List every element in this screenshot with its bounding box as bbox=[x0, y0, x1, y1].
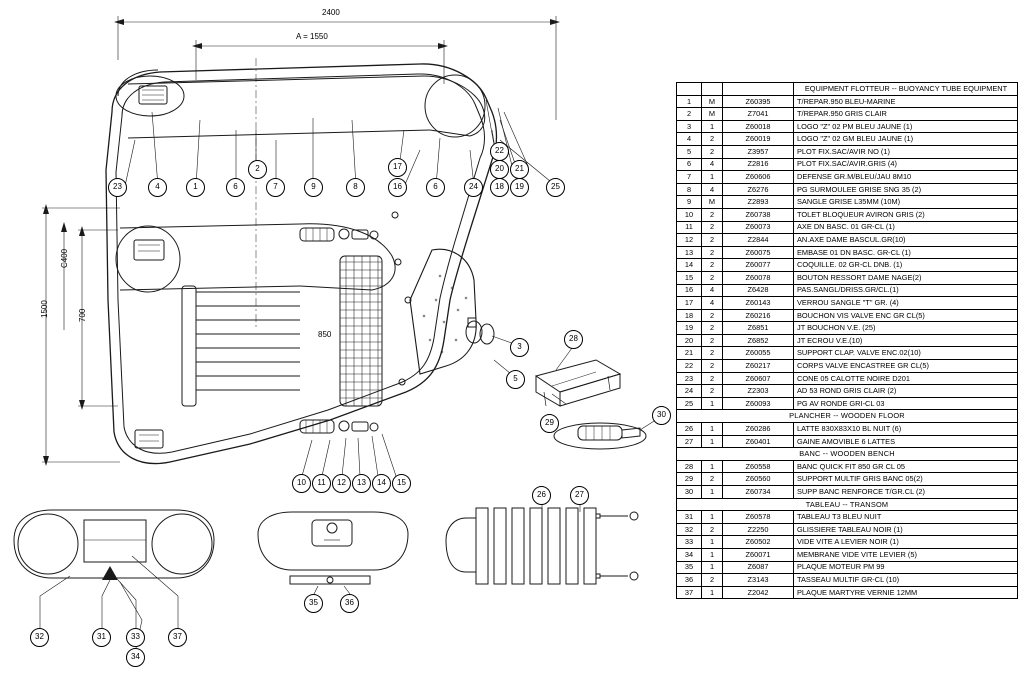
cell-description: T/REPAR.950 GRIS CLAIR bbox=[794, 108, 1018, 121]
cell-description: LATTE 830X83X10 BL NUIT (6) bbox=[794, 423, 1018, 436]
table-row bbox=[677, 271, 1018, 284]
cell-quantity: 1 bbox=[702, 120, 723, 133]
cell-reference: Z2816 bbox=[723, 158, 794, 171]
cell-description: PG SURMOULEE GRISE SNG 35 (2) bbox=[794, 183, 1018, 196]
cell-reference: Z60578 bbox=[723, 511, 794, 524]
cell-quantity: 4 bbox=[702, 158, 723, 171]
cell-quantity: 2 bbox=[702, 221, 723, 234]
balloon-29: 29 bbox=[540, 414, 559, 433]
cell-quantity: 2 bbox=[702, 246, 723, 259]
cell-description: PG AV RONDE GRI-CL 03 bbox=[794, 397, 1018, 410]
balloon-7: 7 bbox=[266, 178, 285, 197]
cell-item-number: 32 bbox=[677, 523, 702, 536]
cell-reference: Z2893 bbox=[723, 196, 794, 209]
cell-description: SUPP BANC RENFORCE T/GR.CL (2) bbox=[794, 486, 1018, 499]
header-title: EQUIPMENT FLOTTEUR -- BUOYANCY TUBE EQUIPMENT bbox=[794, 83, 1018, 96]
table-row bbox=[677, 246, 1018, 259]
cell-item-number: 16 bbox=[677, 284, 702, 297]
cell-item-number: 9 bbox=[677, 196, 702, 209]
cell-quantity: 1 bbox=[702, 536, 723, 549]
balloon-8: 8 bbox=[346, 178, 365, 197]
cell-quantity: M bbox=[702, 196, 723, 209]
table-row bbox=[677, 284, 1018, 297]
table-row bbox=[677, 511, 1018, 524]
cell-description: PAS.SANGL/DRISS.GR/CL.(1) bbox=[794, 284, 1018, 297]
balloon-12: 12 bbox=[332, 474, 351, 493]
cell-item-number: 36 bbox=[677, 574, 702, 587]
cell-quantity: 2 bbox=[702, 360, 723, 373]
cell-item-number: 8 bbox=[677, 183, 702, 196]
table-row bbox=[677, 309, 1018, 322]
header-ref bbox=[723, 83, 794, 96]
table-row bbox=[677, 133, 1018, 146]
table-row bbox=[677, 334, 1018, 347]
cell-reference: Z3957 bbox=[723, 145, 794, 158]
cell-quantity: 4 bbox=[702, 183, 723, 196]
balloon-5: 5 bbox=[506, 370, 525, 389]
cell-description: SANGLE GRISE L35MM (10M) bbox=[794, 196, 1018, 209]
balloon-35: 35 bbox=[304, 594, 323, 613]
cell-quantity: 2 bbox=[702, 145, 723, 158]
cell-reference: Z2303 bbox=[723, 385, 794, 398]
cell-quantity: 2 bbox=[702, 208, 723, 221]
balloon-28: 28 bbox=[564, 330, 583, 349]
balloon-6b: 6 bbox=[426, 178, 445, 197]
cell-item-number: 18 bbox=[677, 309, 702, 322]
table-row bbox=[677, 536, 1018, 549]
table-row bbox=[677, 561, 1018, 574]
cell-description: TABLEAU T3 BLEU NUIT bbox=[794, 511, 1018, 524]
cell-reference: Z7041 bbox=[723, 108, 794, 121]
cell-reference: Z60286 bbox=[723, 423, 794, 436]
balloon-20: 20 bbox=[490, 160, 509, 179]
cell-item-number: 12 bbox=[677, 234, 702, 247]
table-row bbox=[677, 158, 1018, 171]
table-section-row bbox=[677, 448, 1018, 461]
balloon-21: 21 bbox=[510, 160, 529, 179]
cell-description: T/REPAR.950 BLEU-MARINE bbox=[794, 95, 1018, 108]
cell-quantity: 1 bbox=[702, 435, 723, 448]
cell-reference: Z60018 bbox=[723, 120, 794, 133]
cell-reference: Z60734 bbox=[723, 486, 794, 499]
header-qty bbox=[702, 83, 723, 96]
table-row bbox=[677, 423, 1018, 436]
cell-item-number: 26 bbox=[677, 423, 702, 436]
balloon-16: 16 bbox=[388, 178, 407, 197]
cell-description: JT ECROU V.E.(10) bbox=[794, 334, 1018, 347]
cell-item-number: 33 bbox=[677, 536, 702, 549]
balloon-14: 14 bbox=[372, 474, 391, 493]
cell-quantity: 2 bbox=[702, 347, 723, 360]
cell-item-number: 4 bbox=[677, 133, 702, 146]
cell-reference: Z60401 bbox=[723, 435, 794, 448]
cell-reference: Z60143 bbox=[723, 297, 794, 310]
cell-description: TOLET BLOQUEUR AVIRON GRIS (2) bbox=[794, 208, 1018, 221]
cell-reference: Z6087 bbox=[723, 561, 794, 574]
table-row bbox=[677, 435, 1018, 448]
balloon-25: 25 bbox=[546, 178, 565, 197]
cell-description: PLAQUE MOTEUR PM 99 bbox=[794, 561, 1018, 574]
dim-c400-label: C400 bbox=[60, 248, 69, 268]
balloon-22: 22 bbox=[490, 142, 509, 161]
cell-item-number: 24 bbox=[677, 385, 702, 398]
cell-quantity: 2 bbox=[702, 259, 723, 272]
cell-item-number: 15 bbox=[677, 271, 702, 284]
cell-description: AD 53 ROND GRIS CLAIR (2) bbox=[794, 385, 1018, 398]
cell-item-number: 25 bbox=[677, 397, 702, 410]
cell-reference: Z60558 bbox=[723, 460, 794, 473]
table-row bbox=[677, 108, 1018, 121]
table-row bbox=[677, 196, 1018, 209]
table-row bbox=[677, 145, 1018, 158]
dim-2400-label: 2400 bbox=[322, 8, 340, 17]
table-section-label: TABLEAU -- TRANSOM bbox=[677, 498, 1018, 511]
balloon-4: 4 bbox=[148, 178, 167, 197]
table-row bbox=[677, 586, 1018, 599]
balloon-19: 19 bbox=[510, 178, 529, 197]
cell-quantity: 1 bbox=[702, 171, 723, 184]
dim-a1550-label: A = 1550 bbox=[296, 32, 328, 41]
balloon-15: 15 bbox=[392, 474, 411, 493]
cell-description: BOUTON RESSORT DAME NAGE(2) bbox=[794, 271, 1018, 284]
cell-description: GLISSIERE TABLEAU NOIR (1) bbox=[794, 523, 1018, 536]
cell-quantity: 2 bbox=[702, 372, 723, 385]
cell-item-number: 29 bbox=[677, 473, 702, 486]
cell-item-number: 34 bbox=[677, 548, 702, 561]
cell-description: SUPPORT CLAP. VALVE ENC.02(10) bbox=[794, 347, 1018, 360]
cell-description: EMBASE 01 DN BASC. GR-CL (1) bbox=[794, 246, 1018, 259]
cell-reference: Z60560 bbox=[723, 473, 794, 486]
cell-quantity: 2 bbox=[702, 574, 723, 587]
cell-reference: Z60071 bbox=[723, 548, 794, 561]
cell-description: PLOT FIX.SAC/AVIR NO (1) bbox=[794, 145, 1018, 158]
table-row bbox=[677, 120, 1018, 133]
cell-reference: Z2042 bbox=[723, 586, 794, 599]
table-row bbox=[677, 548, 1018, 561]
cell-quantity: 4 bbox=[702, 284, 723, 297]
cell-quantity: 1 bbox=[702, 460, 723, 473]
balloon-34: 34 bbox=[126, 648, 145, 667]
cell-reference: Z60606 bbox=[723, 171, 794, 184]
table-row bbox=[677, 259, 1018, 272]
table-row bbox=[677, 574, 1018, 587]
cell-reference: Z60738 bbox=[723, 208, 794, 221]
table-row bbox=[677, 234, 1018, 247]
cell-quantity: 2 bbox=[702, 385, 723, 398]
cell-quantity: 1 bbox=[702, 586, 723, 599]
balloon-11: 11 bbox=[312, 474, 331, 493]
cell-quantity: 1 bbox=[702, 423, 723, 436]
cell-item-number: 5 bbox=[677, 145, 702, 158]
table-section-label: BANC -- WOODEN BENCH bbox=[677, 448, 1018, 461]
balloon-23: 23 bbox=[108, 178, 127, 197]
table-row bbox=[677, 523, 1018, 536]
cell-item-number: 37 bbox=[677, 586, 702, 599]
balloon-6a: 6 bbox=[226, 178, 245, 197]
cell-item-number: 31 bbox=[677, 511, 702, 524]
cell-reference: Z60216 bbox=[723, 309, 794, 322]
table-row bbox=[677, 360, 1018, 373]
cell-description: AN.AXE DAME BASCUL.GR(10) bbox=[794, 234, 1018, 247]
cell-description: GAINE AMOVIBLE 6 LATTES bbox=[794, 435, 1018, 448]
cell-description: VERROU SANGLE "T" GR. (4) bbox=[794, 297, 1018, 310]
cell-quantity: 2 bbox=[702, 133, 723, 146]
table-row bbox=[677, 486, 1018, 499]
cell-reference: Z2250 bbox=[723, 523, 794, 536]
balloon-13: 13 bbox=[352, 474, 371, 493]
cell-reference: Z60607 bbox=[723, 372, 794, 385]
balloon-1: 1 bbox=[186, 178, 205, 197]
cell-description: BANC QUICK FIT 850 GR CL 05 bbox=[794, 460, 1018, 473]
cell-reference: Z60073 bbox=[723, 221, 794, 234]
cell-reference: Z60093 bbox=[723, 397, 794, 410]
cell-quantity: 1 bbox=[702, 548, 723, 561]
table-row bbox=[677, 372, 1018, 385]
balloon-17: 17 bbox=[388, 158, 407, 177]
cell-quantity: 1 bbox=[702, 486, 723, 499]
cell-description: MEMBRANE VIDE VITE LEVIER (5) bbox=[794, 548, 1018, 561]
cell-quantity: 1 bbox=[702, 511, 723, 524]
cell-description: DEFENSE GR.M/BLEU/JAU 8M10 bbox=[794, 171, 1018, 184]
cell-description: AXE DN BASC. 01 GR-CL (1) bbox=[794, 221, 1018, 234]
header-num bbox=[677, 83, 702, 96]
cell-item-number: 7 bbox=[677, 171, 702, 184]
table-header-row bbox=[677, 83, 1018, 96]
dim-1500-label: 1500 bbox=[40, 300, 49, 318]
balloon-18: 18 bbox=[490, 178, 509, 197]
cell-item-number: 28 bbox=[677, 460, 702, 473]
cell-description: VIDE VITE A LEVIER NOIR (1) bbox=[794, 536, 1018, 549]
cell-reference: Z2844 bbox=[723, 234, 794, 247]
table-section-label: PLANCHER -- WOODEN FLOOR bbox=[677, 410, 1018, 423]
parts-list-table bbox=[676, 82, 1018, 599]
balloon-26: 26 bbox=[532, 486, 551, 505]
cell-quantity: 2 bbox=[702, 309, 723, 322]
table-row bbox=[677, 221, 1018, 234]
cell-item-number: 27 bbox=[677, 435, 702, 448]
cell-reference: Z60019 bbox=[723, 133, 794, 146]
cell-description: COQUILLE. 02 GR-CL DNB. (1) bbox=[794, 259, 1018, 272]
cell-item-number: 23 bbox=[677, 372, 702, 385]
cell-description: LOGO "Z" 02 PM BLEU JAUNE (1) bbox=[794, 120, 1018, 133]
balloon-36: 36 bbox=[340, 594, 359, 613]
cell-quantity: 2 bbox=[702, 271, 723, 284]
balloon-10: 10 bbox=[292, 474, 311, 493]
cell-quantity: M bbox=[702, 108, 723, 121]
table-section-row bbox=[677, 498, 1018, 511]
cell-item-number: 17 bbox=[677, 297, 702, 310]
cell-item-number: 3 bbox=[677, 120, 702, 133]
cell-description: SUPPORT MULTIF GRIS BANC 05(2) bbox=[794, 473, 1018, 486]
table-row bbox=[677, 297, 1018, 310]
cell-reference: Z60502 bbox=[723, 536, 794, 549]
cell-item-number: 22 bbox=[677, 360, 702, 373]
table-row bbox=[677, 183, 1018, 196]
table-row bbox=[677, 473, 1018, 486]
cell-quantity: 2 bbox=[702, 322, 723, 335]
cell-quantity: 2 bbox=[702, 523, 723, 536]
cell-quantity: 4 bbox=[702, 297, 723, 310]
cell-description: PLOT FIX.SAC/AVIR.GRIS (4) bbox=[794, 158, 1018, 171]
balloon-27: 27 bbox=[570, 486, 589, 505]
cell-description: PLAQUE MARTYRE VERNIE 12MM bbox=[794, 586, 1018, 599]
table-row bbox=[677, 95, 1018, 108]
cell-description: JT BOUCHON V.E. (25) bbox=[794, 322, 1018, 335]
cell-item-number: 35 bbox=[677, 561, 702, 574]
cell-item-number: 1 bbox=[677, 95, 702, 108]
cell-item-number: 13 bbox=[677, 246, 702, 259]
cell-description: CORPS VALVE ENCASTREE GR CL(5) bbox=[794, 360, 1018, 373]
balloon-3: 3 bbox=[510, 338, 529, 357]
cell-reference: Z6852 bbox=[723, 334, 794, 347]
cell-quantity: 1 bbox=[702, 561, 723, 574]
balloon-31: 31 bbox=[92, 628, 111, 647]
cell-item-number: 10 bbox=[677, 208, 702, 221]
cell-reference: Z60075 bbox=[723, 246, 794, 259]
balloon-33: 33 bbox=[126, 628, 145, 647]
balloon-30: 30 bbox=[652, 406, 671, 425]
table-row bbox=[677, 322, 1018, 335]
cell-item-number: 11 bbox=[677, 221, 702, 234]
cell-item-number: 21 bbox=[677, 347, 702, 360]
cell-quantity: 2 bbox=[702, 234, 723, 247]
cell-item-number: 6 bbox=[677, 158, 702, 171]
cell-quantity: 2 bbox=[702, 334, 723, 347]
cell-item-number: 19 bbox=[677, 322, 702, 335]
cell-reference: Z60217 bbox=[723, 360, 794, 373]
cell-description: BOUCHON VIS VALVE ENC GR CL(5) bbox=[794, 309, 1018, 322]
balloon-2: 2 bbox=[248, 160, 267, 179]
cell-description: TASSEAU MULTIF GR-CL (10) bbox=[794, 574, 1018, 587]
cell-item-number: 30 bbox=[677, 486, 702, 499]
parts-list-body bbox=[677, 83, 1018, 599]
cell-reference: Z60395 bbox=[723, 95, 794, 108]
cell-reference: Z60055 bbox=[723, 347, 794, 360]
cell-quantity: M bbox=[702, 95, 723, 108]
cell-quantity: 2 bbox=[702, 473, 723, 486]
balloon-37: 37 bbox=[168, 628, 187, 647]
cell-reference: Z6276 bbox=[723, 183, 794, 196]
balloon-9: 9 bbox=[304, 178, 323, 197]
dim-700-label: 700 bbox=[78, 308, 87, 322]
dim-850-label: 850 bbox=[318, 330, 332, 339]
cell-reference: Z60078 bbox=[723, 271, 794, 284]
cell-reference: Z6851 bbox=[723, 322, 794, 335]
table-section-row bbox=[677, 410, 1018, 423]
table-row bbox=[677, 347, 1018, 360]
cell-reference: Z60077 bbox=[723, 259, 794, 272]
cell-item-number: 20 bbox=[677, 334, 702, 347]
cell-item-number: 2 bbox=[677, 108, 702, 121]
table-row bbox=[677, 385, 1018, 398]
cell-description: LOGO "Z" 02 GM BLEU JAUNE (1) bbox=[794, 133, 1018, 146]
table-row bbox=[677, 171, 1018, 184]
table-row bbox=[677, 460, 1018, 473]
cell-item-number: 14 bbox=[677, 259, 702, 272]
cell-reference: Z6428 bbox=[723, 284, 794, 297]
cell-description: CONE 05 CALOTTE NOIRE D201 bbox=[794, 372, 1018, 385]
table-row bbox=[677, 397, 1018, 410]
cell-reference: Z3143 bbox=[723, 574, 794, 587]
balloon-24: 24 bbox=[464, 178, 483, 197]
cell-quantity: 1 bbox=[702, 397, 723, 410]
table-row bbox=[677, 208, 1018, 221]
balloon-32: 32 bbox=[30, 628, 49, 647]
